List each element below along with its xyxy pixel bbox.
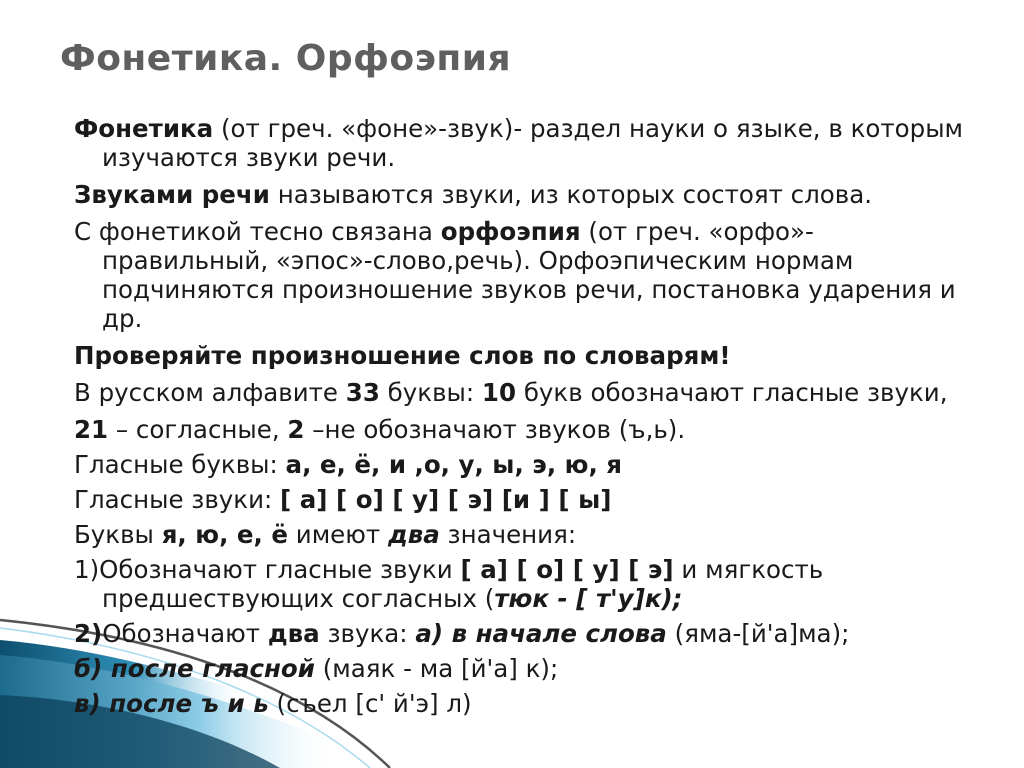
- body-paragraph: [74, 555, 974, 613]
- emphasized-text: Проверяйте произношение слов по словарям!: [74, 341, 731, 370]
- body-paragraph: [74, 654, 974, 683]
- emphasized-text: [ а] [ о] [ у] [ э] [и ] [ ы]: [280, 485, 612, 514]
- text-run: –не обозначают звуков (ъ,ь).: [304, 415, 686, 444]
- text-run: звука:: [319, 619, 416, 648]
- emphasized-text: 33: [345, 378, 380, 407]
- body-paragraph: [74, 450, 974, 479]
- body-paragraph: [74, 378, 974, 407]
- emphasized-text: два: [267, 619, 320, 648]
- text-run: (съел [с' й'э] л): [268, 689, 472, 718]
- text-run: (от греч. «фоне»-звук)- раздел науки о языке, в которым изучаются звуки речи.: [102, 114, 964, 172]
- text-run: Гласные буквы:: [74, 450, 286, 479]
- text-run: 1)Обозначают гласные звуки: [74, 555, 461, 584]
- body-paragraph: [74, 341, 974, 370]
- slide-body: [74, 114, 974, 724]
- body-paragraph: [74, 689, 974, 718]
- text-run: С фонетикой тесно связана: [74, 217, 441, 246]
- body-paragraph: [74, 415, 974, 444]
- text-run: Обозначают: [102, 619, 268, 648]
- body-paragraph: [74, 520, 974, 549]
- emphasized-text: в) после ъ и ь: [74, 689, 269, 718]
- emphasized-text: 2: [287, 415, 305, 444]
- text-run: – согласные,: [108, 415, 288, 444]
- emphasized-text: 2): [74, 619, 103, 648]
- emphasized-text: орфоэпия: [440, 217, 581, 246]
- text-run: буквы:: [379, 378, 482, 407]
- emphasized-text: я, ю, е, ё: [161, 520, 288, 549]
- slide-title: Фонетика. Орфоэпия: [60, 38, 512, 79]
- emphasized-text: [ а] [ о] [ у] [ э]: [460, 555, 674, 584]
- text-run: называются звуки, из которых состоят слова.: [269, 180, 873, 209]
- text-run: имеют: [287, 520, 388, 549]
- text-run: букв обозначают гласные звуки,: [516, 378, 948, 407]
- emphasized-text: а) в начале слова: [415, 619, 667, 648]
- body-paragraph: [74, 114, 974, 172]
- text-run: (яма-[й'а]ма);: [666, 619, 850, 648]
- emphasized-text: Звуками речи: [74, 180, 270, 209]
- emphasized-text: два: [387, 520, 440, 549]
- text-run: Гласные звуки:: [74, 485, 281, 514]
- body-paragraph: [74, 180, 974, 209]
- text-run: и мягкость предшествующих согласных (: [102, 555, 824, 613]
- emphasized-text: 10: [481, 378, 517, 407]
- emphasized-text: Фонетика: [74, 114, 214, 143]
- emphasized-text: а, е, ё, и ,о, у, ы, э, ю, я: [285, 450, 623, 479]
- body-paragraph: [74, 485, 974, 514]
- body-paragraph: [74, 619, 974, 648]
- text-run: (от греч. «орфо»-правильный, «эпос»-слово,речь). Орфоэпическим нормам подчиняются произношение звуков речи, постановка ударения и др.: [102, 217, 956, 333]
- text-run: значения:: [439, 520, 577, 549]
- text-run: Буквы: [74, 520, 162, 549]
- emphasized-text: тюк - [ т'у]к);: [494, 584, 683, 613]
- text-run: В русском алфавите: [74, 378, 346, 407]
- body-paragraph: [74, 217, 974, 333]
- emphasized-text: 21: [74, 415, 109, 444]
- emphasized-text: б) после гласной: [74, 654, 315, 683]
- text-run: (маяк - ма [й'а] к);: [314, 654, 559, 683]
